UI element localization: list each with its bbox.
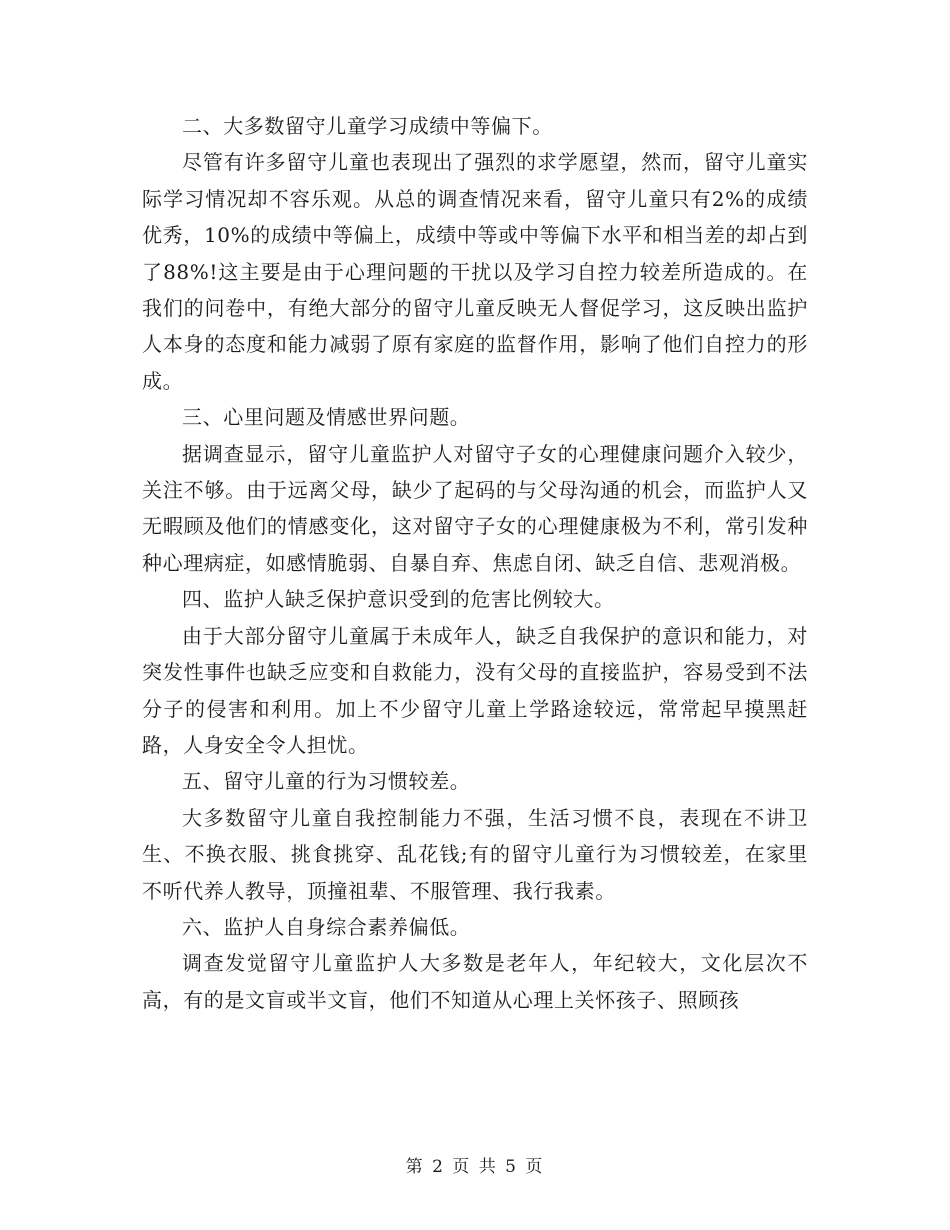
body-paragraph-6: 调查发觉留守儿童监护人大多数是老年人，年纪较大，文化层次不高，有的是文盲或半文盲，他们不知道从心理上关怀孩子、照顾孩 — [142, 951, 808, 1012]
page-number-footer: 第 2 页 共 5 页 — [405, 1157, 545, 1177]
section-heading-4: 四、监护人缺乏保护意识受到的危害比例较大。 — [182, 587, 615, 612]
section-heading-5: 五、留守儿童的行为习惯较差。 — [182, 769, 471, 794]
body-paragraph-3: 据调查显示，留守儿童监护人对留守子女的心理健康问题介入较少，关注不够。由于远离父母，缺少了起码的与父母沟通的机会，而监护人又无暇顾及他们的情感变化，这对留守子女的心理健康极为不利，常引发种种心理病症，如感情脆弱、自暴自弃、焦虑自闭、缺乏自信、悲观消极。 — [142, 441, 808, 575]
section-heading-6: 六、监护人自身综合素养偏低。 — [182, 914, 471, 939]
body-paragraph-5: 大多数留守儿童自我控制能力不强，生活习惯不良，表现在不讲卫生、不换衣服、挑食挑穿、乱花钱;有的留守儿童行为习惯较差，在家里不听代养人教导，顶撞祖辈、不服管理、我行我素。 — [142, 805, 808, 903]
section-heading-3: 三、心里问题及情感世界问题。 — [182, 405, 471, 430]
body-paragraph-4: 由于大部分留守儿童属于未成年人，缺乏自我保护的意识和能力，对突发性事件也缺乏应变和自救能力，没有父母的直接监护，容易受到不法分子的侵害和利用。加上不少留守儿童上学路途较远，常常起早摸黑赶路，人身安全令人担忧。 — [142, 623, 808, 757]
document-body — [142, 108, 808, 1018]
section-heading-2: 二、大多数留守儿童学习成绩中等偏下。 — [182, 114, 553, 138]
body-paragraph-2: 尽管有许多留守儿童也表现出了强烈的求学愿望，然而，留守儿童实际学习情况却不容乐观。从总的调查情况来看，留守儿童只有2%的成绩优秀，10%的成绩中等偏上，成绩中等或中等偏下水平和相当差的却占到了88%!这主要是由于心理问题的干扰以及学习自控力较差所造成的。在我们的问卷中，有绝大部分的留守儿童反映无人督促学习，这反映出监护人本身的态度和能力减弱了原有家庭的监督作用，影响了他们自控力的形成。 — [142, 150, 808, 393]
